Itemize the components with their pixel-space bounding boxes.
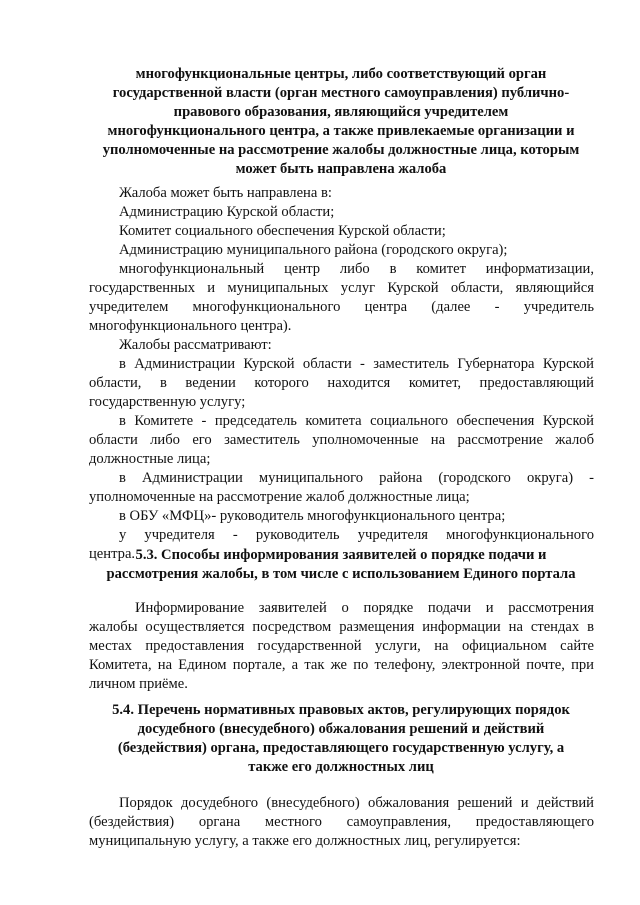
heading-line: многофункциональные центры, либо соответствующий орган: [135, 66, 547, 82]
section-body-line: личном приёме.: [89, 676, 188, 692]
section-title-line: 5.4. Перечень нормативных правовых актов, регулирующих порядок: [112, 702, 570, 718]
heading-line: уполномоченные на рассмотрение жалобы должностные лица, которым: [102, 142, 580, 158]
section-title-line: также его должностных лиц: [248, 759, 434, 775]
review-municipal-line: в Администрации муниципального района (городского округа) -: [119, 470, 594, 486]
section-5-4-title: [88, 701, 594, 777]
review-committee-line: области либо его заместитель уполномоченные на рассмотрение жалоб: [89, 432, 594, 448]
review-admin-line: государственную услугу;: [89, 394, 246, 410]
heading-top: [88, 65, 594, 179]
complaint-recipients: [89, 184, 594, 564]
section-title-line: 5.3. Способы информирования заявителей о порядке подачи и: [135, 547, 547, 563]
mfc-line: государственных и муниципальных услуг Курской области, являющийся: [89, 280, 594, 296]
review-founder-line: у учредителя - руководитель учредителя многофункционального: [119, 527, 594, 543]
heading-line: многофункционального центра, а также привлекаемые организации и: [107, 123, 575, 139]
heading-line: может быть направлена жалоба: [235, 161, 447, 177]
review-admin-line: области, в ведении которого находится комитет, предоставляющий: [89, 375, 594, 391]
section-body-line: (бездействия) органа местного самоуправления, предоставляющего: [89, 814, 594, 830]
section-body-line: Комитета, на Едином портале, а так же по телефону, электронной почте, при: [89, 657, 594, 673]
heading-line: правового образования, являющийся учредителем: [173, 104, 509, 120]
section-body-line: Порядок досудебного (внесудебного) обжалования решений и действий: [119, 795, 594, 811]
review-founder-line: центра.: [89, 546, 136, 562]
section-body-line: жалобы осуществляется посредством размещения информации на стендах в: [89, 619, 594, 635]
section-title-line: (бездействия) органа, предоставляющего государственную услугу, а: [117, 740, 565, 756]
section-5-4-body: [89, 794, 594, 851]
section-body-line: муниципальную услугу, а также его должностных лиц, регулируется:: [89, 833, 521, 849]
section-body-line: Информирование заявителей о порядке подачи и рассмотрения: [135, 600, 594, 616]
list-item: Комитет социального обеспечения Курской области;: [119, 223, 446, 239]
section-5-3-body: [89, 599, 594, 694]
review-admin-line: в Администрации Курской области - заместитель Губернатора Курской: [119, 356, 594, 372]
section-title-line: рассмотрения жалобы, в том числе с использованием Единого портала: [106, 566, 576, 582]
section-body-line: местах предоставления государственной услуги, на официальном сайте: [89, 638, 594, 654]
list-item: Администрацию Курской области;: [119, 204, 335, 220]
review-committee-line: должностные лица;: [89, 451, 211, 467]
section-title-line: досудебного (внесудебного) обжалования решений и действий: [137, 721, 545, 737]
review-intro: Жалобы рассматривают:: [119, 337, 272, 353]
section-5-3-title: [88, 546, 594, 584]
mfc-line: учредителем многофункционального центра (далее - учредитель: [89, 299, 594, 315]
list-item: Администрацию муниципального района (городского округа);: [119, 242, 508, 258]
mfc-line: многофункционального центра).: [89, 318, 292, 334]
review-obu-line: в ОБУ «МФЦ»- руководитель многофункционального центра;: [119, 508, 506, 524]
heading-line: государственной власти (орган местного самоуправления) публично-: [112, 85, 570, 101]
mfc-line: многофункциональный центр либо в комитет информатизации,: [119, 261, 594, 277]
list-intro: Жалоба может быть направлена в:: [119, 185, 332, 201]
review-committee-line: в Комитете - председатель комитета социального обеспечения Курской: [119, 413, 594, 429]
review-municipal-line: уполномоченные на рассмотрение жалоб должностные лица;: [89, 489, 470, 505]
